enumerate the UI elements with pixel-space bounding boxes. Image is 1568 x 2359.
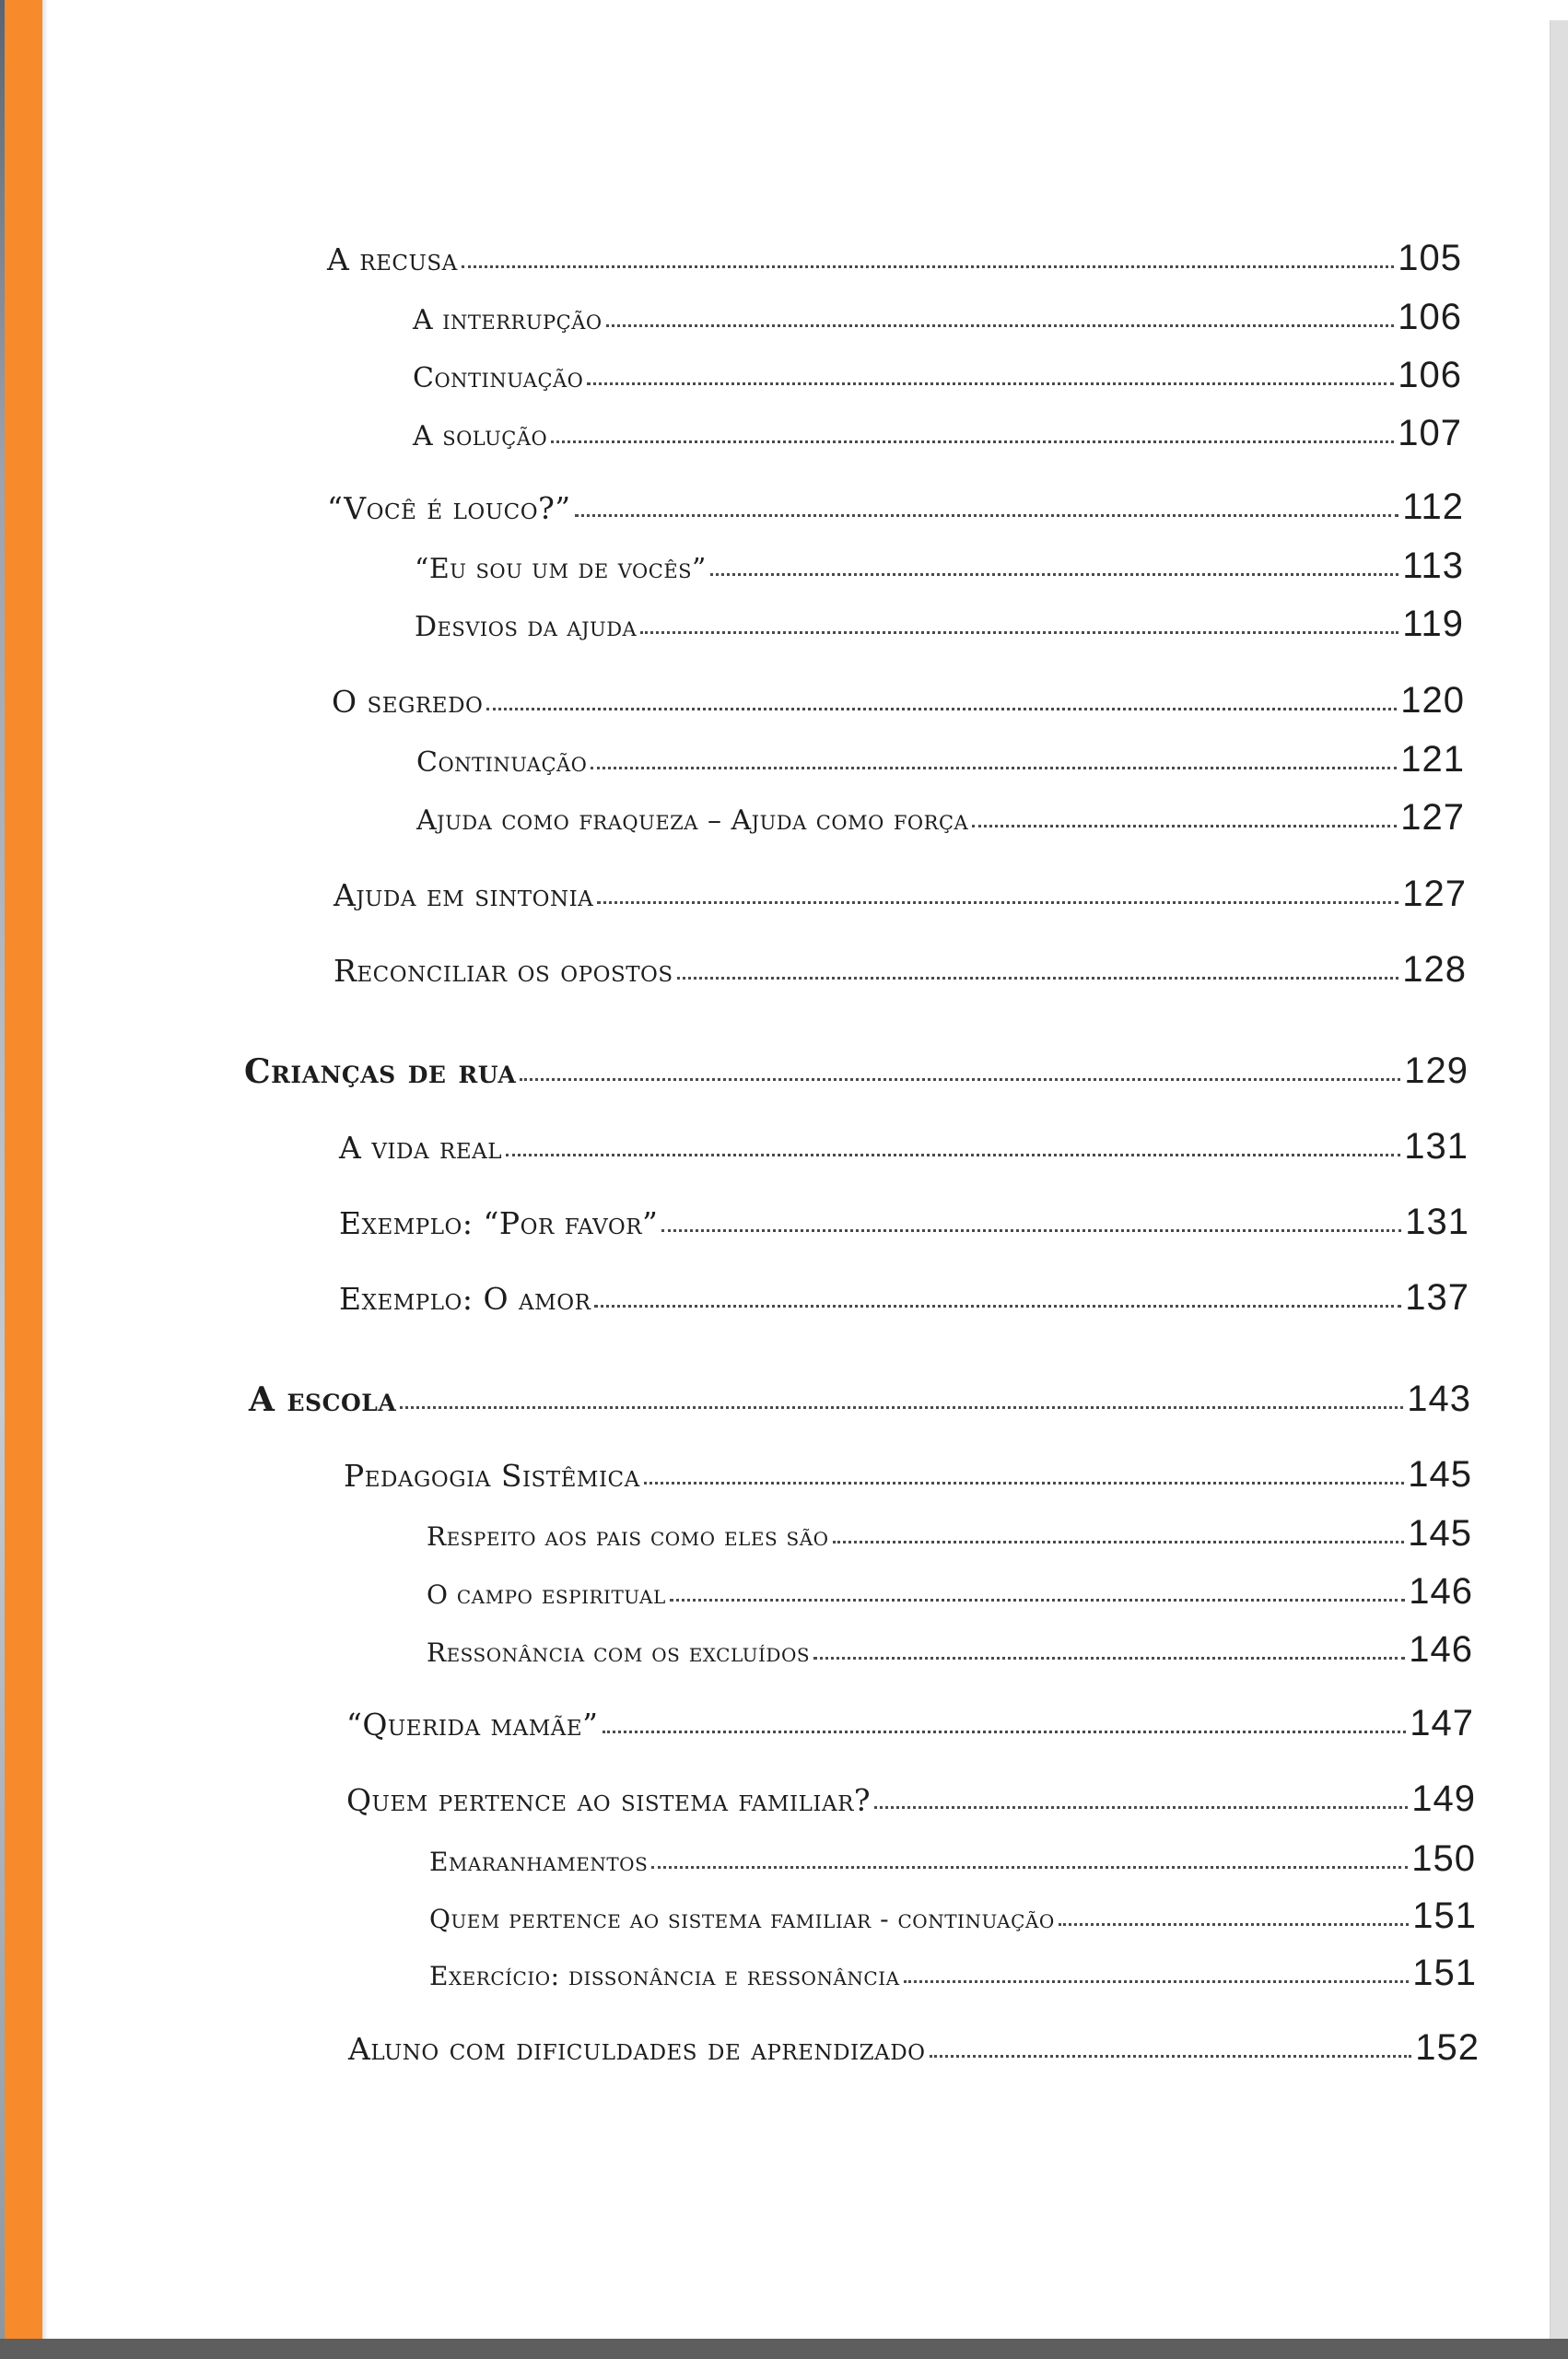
toc-entry[interactable] bbox=[327, 487, 1464, 528]
toc-entry[interactable] bbox=[339, 1126, 1469, 1168]
toc-entry-page: 143 bbox=[1407, 1379, 1471, 1419]
toc-entry-page: 137 bbox=[1405, 1277, 1469, 1318]
toc-entry-title: Ajuda em sintonia bbox=[333, 877, 594, 913]
toc-entry[interactable] bbox=[339, 1202, 1469, 1243]
toc-entry-title: Aluno com dificuldades de aprendizado bbox=[348, 2031, 926, 2067]
dot-leader bbox=[644, 1482, 1404, 1485]
dot-leader bbox=[506, 1154, 1400, 1156]
toc-entry-page: 131 bbox=[1404, 1126, 1469, 1167]
toc-entry[interactable] bbox=[413, 297, 1462, 338]
toc-entry-title: Continuação bbox=[413, 362, 584, 394]
toc-entry-title: Exercício: dissonância e ressonância bbox=[429, 1961, 900, 1991]
toc-entry-page: 145 bbox=[1408, 1454, 1472, 1495]
dot-leader bbox=[551, 440, 1394, 443]
dot-leader bbox=[972, 825, 1397, 827]
dot-leader bbox=[640, 631, 1398, 634]
toc-entry[interactable] bbox=[415, 546, 1464, 587]
dot-leader bbox=[486, 708, 1397, 710]
toc-entry-title: Reconciliar os opostos bbox=[333, 953, 673, 989]
toc-entry[interactable] bbox=[339, 1277, 1469, 1319]
toc-chapter-entry[interactable] bbox=[249, 1379, 1471, 1420]
toc-entry[interactable] bbox=[427, 1513, 1472, 1555]
dot-leader bbox=[874, 1806, 1408, 1809]
dot-leader bbox=[710, 573, 1398, 576]
dot-leader bbox=[813, 1657, 1405, 1660]
toc-entry-title: A recusa bbox=[327, 241, 458, 277]
dot-leader bbox=[597, 901, 1398, 904]
toc-entry-page: 152 bbox=[1415, 2027, 1480, 2068]
toc-entry[interactable] bbox=[346, 1703, 1474, 1744]
dot-leader bbox=[651, 1866, 1408, 1869]
toc-entry[interactable] bbox=[327, 238, 1462, 279]
toc-entry-title: Quem pertence ao sistema familiar? bbox=[346, 1782, 872, 1818]
toc-entry-title: Pedagogia Sistêmica bbox=[344, 1458, 640, 1494]
toc-entry-page: 105 bbox=[1398, 238, 1462, 278]
toc-entry-title: Quem pertence ao sistema familiar - continuação bbox=[429, 1904, 1055, 1934]
toc-entry-title: Desvios da ajuda bbox=[415, 611, 638, 643]
toc-entry[interactable] bbox=[416, 797, 1465, 839]
toc-entry-title: Exemplo: “Por favor” bbox=[339, 1205, 659, 1241]
toc-entry-page: 151 bbox=[1412, 1895, 1477, 1936]
toc-entry-title: “Você é louco?” bbox=[327, 490, 571, 526]
toc-entry-title: Exemplo: O amor bbox=[339, 1281, 591, 1317]
toc-entry-page: 150 bbox=[1411, 1838, 1476, 1879]
dot-leader bbox=[603, 1731, 1407, 1733]
toc-entry-page: 121 bbox=[1400, 739, 1465, 780]
dot-leader bbox=[400, 1406, 1403, 1409]
toc-entry[interactable] bbox=[429, 1953, 1477, 1994]
toc-entry-title: Emaranhamentos bbox=[429, 1847, 649, 1877]
toc-entry-title: Ajuda como fraqueza – Ajuda como força bbox=[416, 804, 969, 837]
toc-entry-page: 146 bbox=[1409, 1571, 1473, 1612]
toc-entry-page: 120 bbox=[1400, 680, 1465, 721]
toc-entry-page: 146 bbox=[1409, 1629, 1473, 1670]
toc-entry[interactable] bbox=[344, 1454, 1472, 1496]
toc-entry[interactable] bbox=[429, 1895, 1477, 1937]
toc-entry[interactable] bbox=[413, 355, 1462, 396]
dot-leader bbox=[661, 1229, 1401, 1232]
dot-leader bbox=[833, 1541, 1405, 1543]
dot-leader bbox=[930, 2055, 1412, 2058]
toc-entry-page: 127 bbox=[1400, 797, 1465, 838]
toc-entry-page: 119 bbox=[1402, 604, 1464, 644]
toc-entry-page: 131 bbox=[1405, 1202, 1469, 1242]
dot-leader bbox=[594, 1305, 1401, 1308]
dot-leader bbox=[904, 1980, 1410, 1983]
toc-entry-title: A interrupção bbox=[413, 304, 603, 336]
toc-entry[interactable] bbox=[333, 949, 1467, 991]
toc-entry-page: 149 bbox=[1411, 1778, 1476, 1819]
toc-entry-page: 107 bbox=[1398, 413, 1462, 453]
toc-entry[interactable] bbox=[413, 413, 1462, 454]
toc-entry[interactable] bbox=[427, 1571, 1473, 1613]
dot-leader bbox=[1059, 1923, 1409, 1926]
dot-leader bbox=[520, 1078, 1400, 1081]
toc-entry-page: 113 bbox=[1402, 546, 1464, 586]
toc-entry-page: 127 bbox=[1402, 874, 1467, 914]
dot-leader bbox=[606, 324, 1395, 327]
toc-entry[interactable] bbox=[416, 739, 1465, 780]
dot-leader bbox=[591, 767, 1397, 769]
toc-entry-title: “Eu sou um de vocês” bbox=[415, 553, 707, 585]
dot-leader bbox=[462, 265, 1394, 268]
toc-entry-page: 112 bbox=[1402, 487, 1464, 527]
toc-chapter-title: Crianças de rua bbox=[244, 1052, 517, 1091]
toc-entry-page: 106 bbox=[1398, 355, 1462, 395]
toc-entry-page: 128 bbox=[1402, 949, 1467, 990]
toc-entry-page: 106 bbox=[1398, 297, 1462, 337]
toc-entry-page: 129 bbox=[1404, 1050, 1469, 1091]
dot-leader bbox=[575, 514, 1399, 517]
toc-entry-title: Respeito aos pais como eles são bbox=[427, 1521, 829, 1552]
toc-entry-page: 145 bbox=[1408, 1513, 1472, 1554]
toc-entry[interactable] bbox=[332, 680, 1465, 722]
toc-entry-title: O campo espiritual bbox=[427, 1579, 666, 1610]
toc-entry[interactable] bbox=[333, 874, 1467, 915]
dot-leader bbox=[587, 382, 1394, 385]
dot-leader bbox=[677, 977, 1399, 980]
toc-entry-page: 147 bbox=[1410, 1703, 1474, 1743]
toc-entry-title: Ressonância com os excluídos bbox=[427, 1637, 811, 1668]
toc-entry-title: Continuação bbox=[416, 746, 588, 779]
toc-entry-title: O segredo bbox=[332, 684, 484, 720]
toc-entry[interactable] bbox=[348, 2027, 1480, 2069]
dot-leader bbox=[670, 1599, 1405, 1602]
toc-entry[interactable] bbox=[427, 1629, 1473, 1671]
toc-chapter-entry[interactable] bbox=[244, 1050, 1469, 1092]
toc-entry-title: “Querida mamãe” bbox=[346, 1707, 599, 1743]
toc-entry-title: A solução bbox=[413, 420, 548, 452]
toc-entry[interactable] bbox=[346, 1778, 1476, 1820]
toc-entry[interactable] bbox=[415, 604, 1464, 645]
scan-bottom-bar bbox=[0, 2339, 1568, 2359]
toc-entry[interactable] bbox=[429, 1838, 1476, 1880]
toc-entry-title: A vida real bbox=[339, 1130, 503, 1166]
toc-entry-page: 151 bbox=[1412, 1953, 1477, 1993]
toc-chapter-title: A escola bbox=[249, 1380, 397, 1419]
